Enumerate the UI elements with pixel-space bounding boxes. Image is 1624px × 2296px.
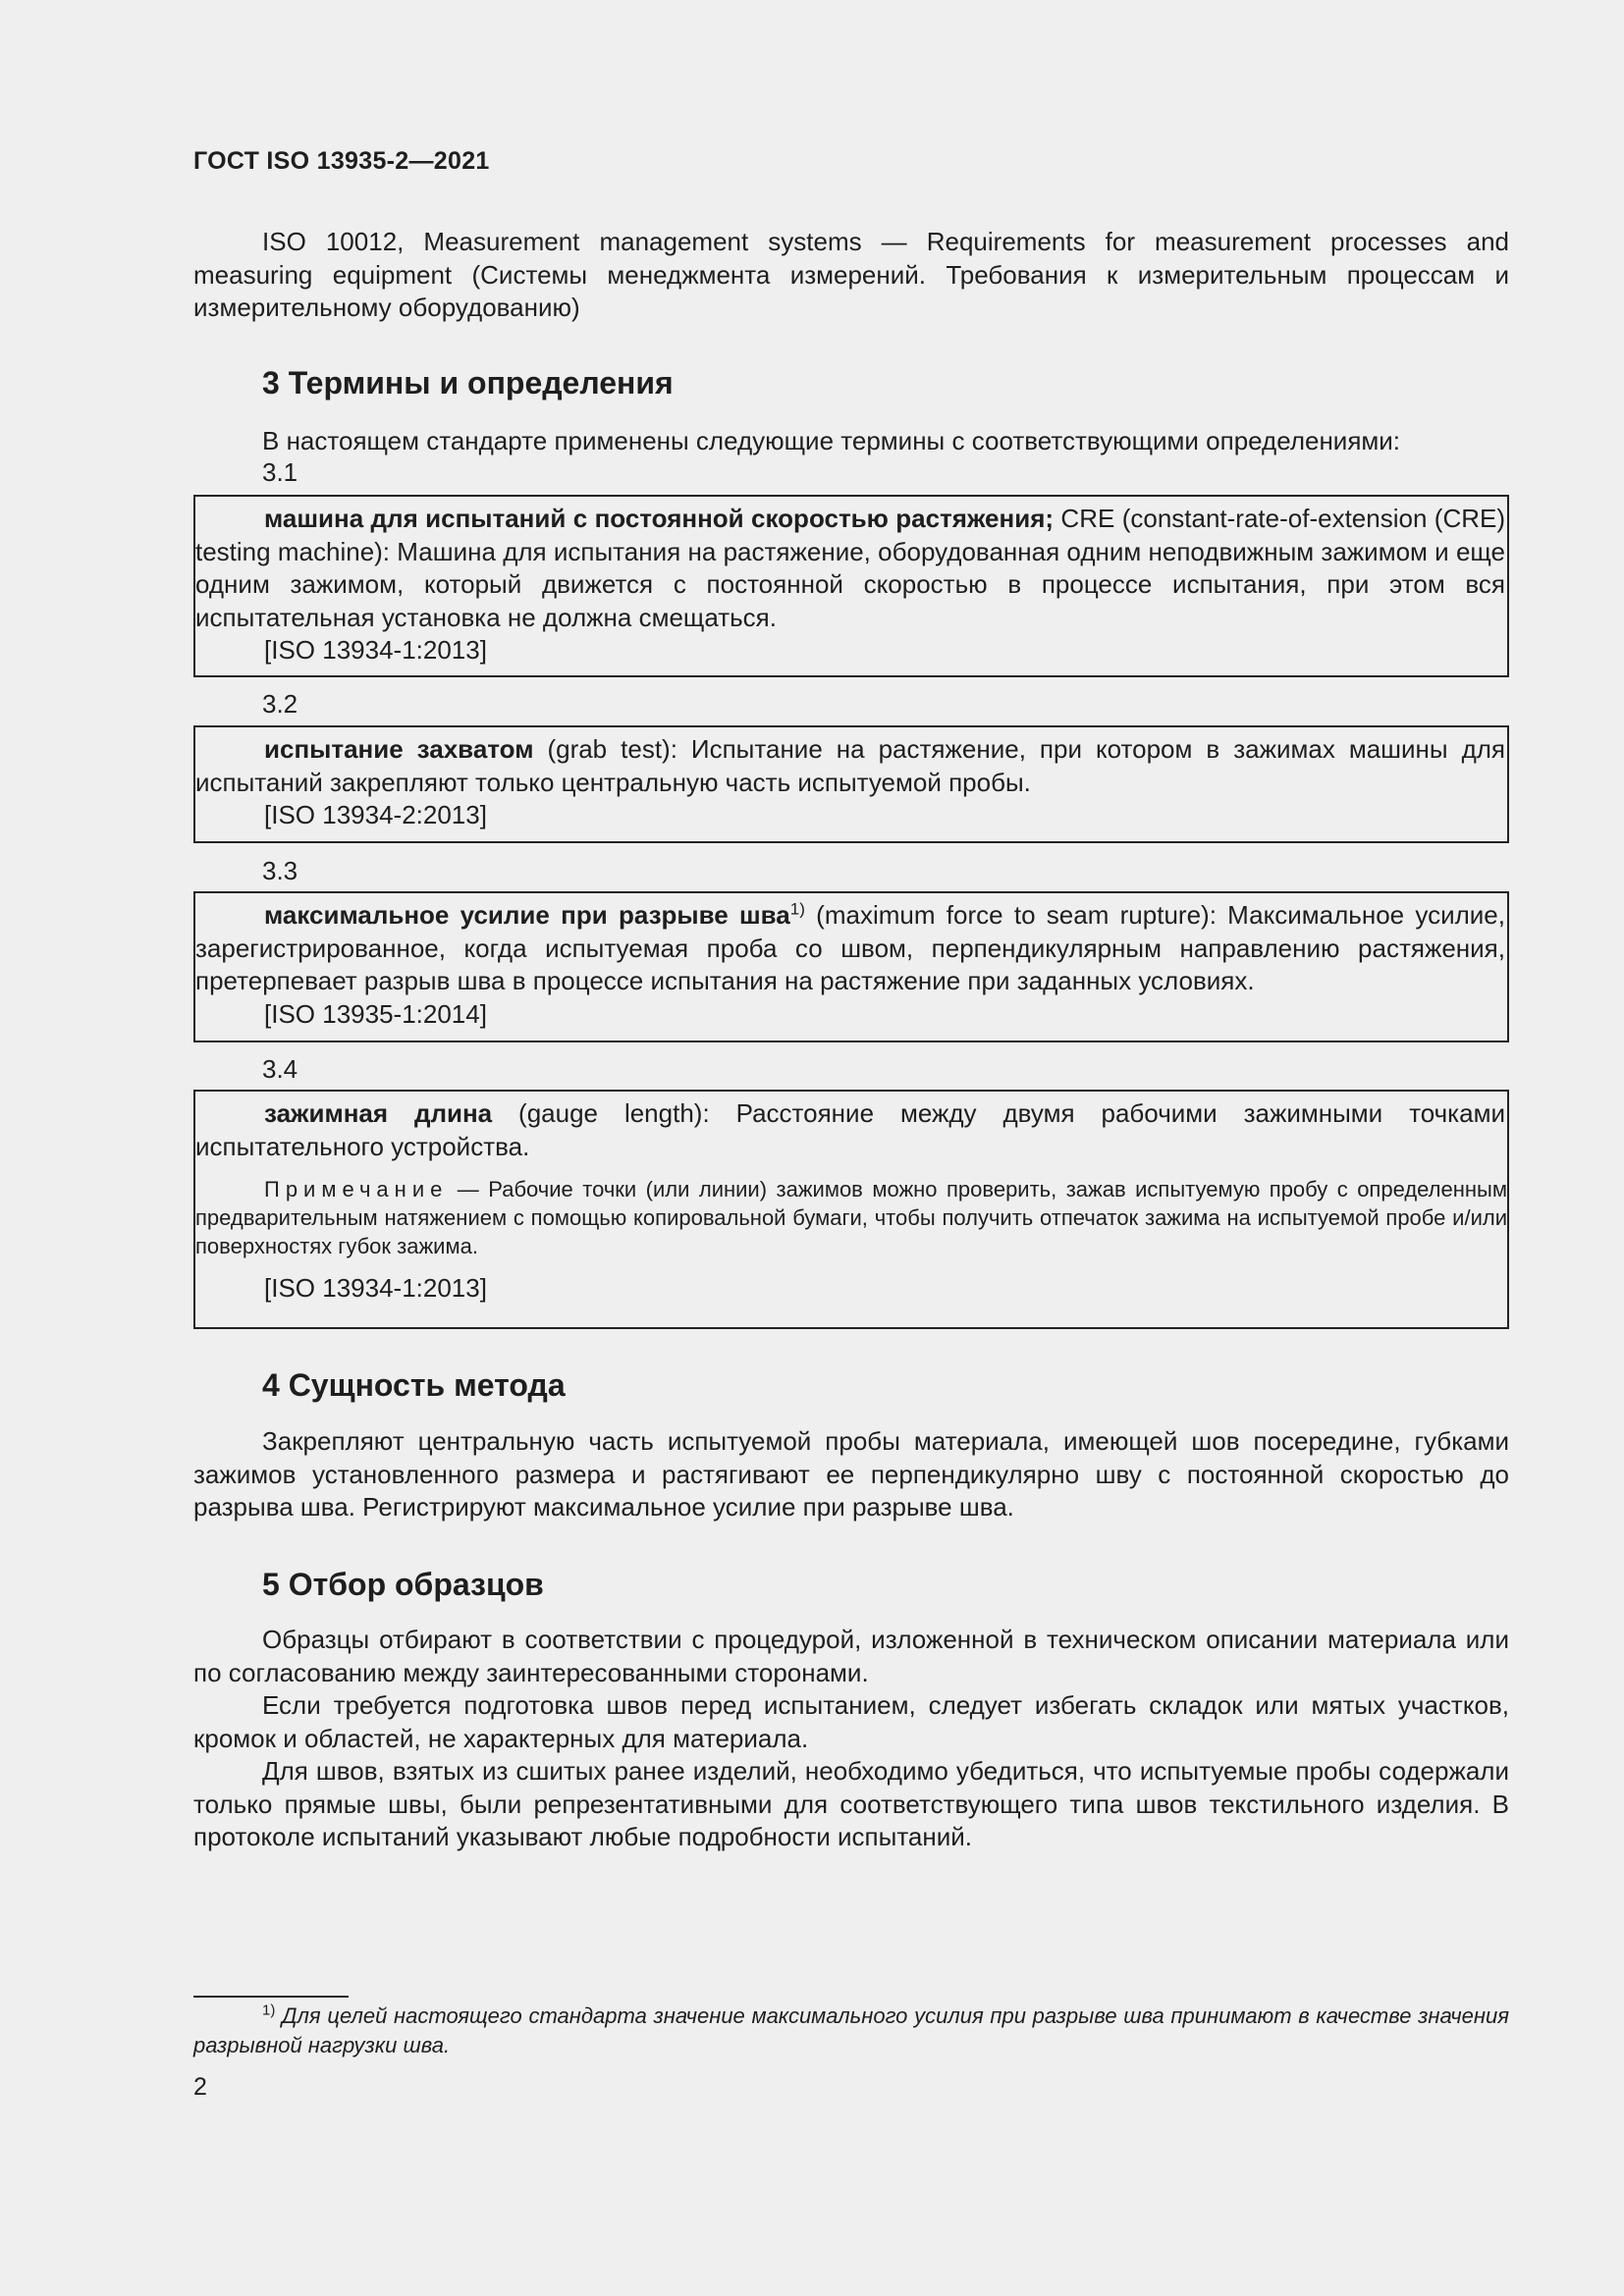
term-name: зажимная длина [264, 1098, 493, 1128]
term-number-3-4: 3.4 [262, 1054, 298, 1084]
term-name: максимальное усилие при разрыве шва [264, 900, 790, 930]
term-source: [ISO 13934-1:2013] [264, 1273, 487, 1303]
term-number-3-1: 3.1 [262, 457, 298, 487]
term-definition-text: (grab test): Испытание на растяжение, при котором в зажимах машины для испытаний закрепляют только центральную часть испытуемой пробы. [195, 734, 1505, 797]
normative-reference-paragraph: ISO 10012, Measurement management systems — Requirements for measurement processes and measuring equipment (Системы менеджмента измерений. Требования к измерительным процессам и измерительному оборудованию) [193, 227, 1509, 322]
term-definition-text: (maximum force to seam rupture): Максимальное усилие, зарегистрированное, когда испытуемая проба со швом, перпендикулярным направлению растяжения, претерпевает разрыв шва в процессе испытания на растяжение при заданных условиях. [195, 900, 1505, 995]
term-definition [195, 733, 1507, 799]
section-5-paragraph: Если требуется подготовка швов перед испытанием, следует избегать складок или мятых участков, кромок и областей, не характерных для материала. [193, 1690, 1509, 1753]
section-5-body [193, 1624, 1509, 1854]
document-code-header: ГОСТ ISO 13935-2—2021 [193, 147, 490, 175]
section-4-title: 4 Сущность метода [262, 1367, 566, 1403]
section-5-title: 5 Отбор образцов [262, 1567, 544, 1602]
term-box-3-1 [193, 495, 1509, 677]
term-number-3-2: 3.2 [262, 689, 298, 719]
term-note [195, 1175, 1507, 1260]
footnote [193, 2002, 1509, 2060]
term-name: машина для испытаний с постоянной скоростью растяжения; [264, 504, 1055, 533]
term-box-3-2 [193, 725, 1509, 843]
term-source: [ISO 13934-1:2013] [264, 635, 487, 665]
term-box-3-4 [193, 1090, 1509, 1329]
section-5-paragraph: Для швов, взятых из сшитых ранее изделий, необходимо убедиться, что испытуемые пробы содержали только прямые швы, были репрезентативными для соответствующего типа швов текстильного изделия. В протоколе испытаний указывают любые подробности испытаний. [193, 1756, 1509, 1851]
section-3-intro: В настоящем стандарте применены следующие термины с соответствующими определениями: [262, 426, 1401, 455]
term-box-3-3 [193, 891, 1509, 1042]
term-definition [195, 503, 1507, 634]
page-number: 2 [193, 2073, 207, 2101]
section-4-body: Закрепляют центральную часть испытуемой пробы материала, имеющей шов посередине, губками зажимов установленного размера и растягивают ее перпендикулярно шву с постоянной скоростью до разрыва шва. Регистрируют максимальное усилие при разрыве шва. [193, 1426, 1509, 1522]
footnote-mark: 1) [262, 2002, 276, 2019]
term-definition-text: CRE (constant-rate-of-extension (CRE) testing machine): Машина для испытания на растяжение, оборудованная одним неподвижным зажимом и еще одним зажимом, который движется с постоянной скоростью в процессе испытания, при этом вся испытательная установка не должна смещаться. [195, 504, 1506, 632]
footnote-reference: 1) [789, 899, 805, 919]
section-3-title: 3 Термины и определения [262, 365, 674, 400]
term-number-3-3: 3.3 [262, 856, 298, 885]
note-text: — Рабочие точки (или линии) зажимов можно проверить, зажав испытуемую пробу с определенным предварительным натяжением с помощью копировальной бумаги, чтобы получить отпечаток зажима на испытуемой пробе и/или поверхностях губок зажима. [195, 1177, 1507, 1258]
note-label: Примечание [264, 1177, 449, 1201]
term-definition [195, 899, 1507, 998]
term-source: [ISO 13934-2:2013] [264, 800, 487, 829]
term-source: [ISO 13935-1:2014] [264, 998, 487, 1029]
document-page [193, 0, 1509, 2296]
term-definition-text: (gauge length): Расстояние между двумя рабочими зажимными точками испытательного устройства. [195, 1098, 1505, 1161]
term-definition [195, 1097, 1507, 1163]
section-5-paragraph: Образцы отбирают в соответствии с процедурой, изложенной в техническом описании материала или по согласованию между заинтересованными сторонами. [193, 1625, 1509, 1687]
footnote-text: Для целей настоящего стандарта значение максимального усилия при разрыве шва принимают в качестве значения разрывной нагрузки шва. [193, 2003, 1509, 2057]
footnote-separator [193, 1996, 349, 1998]
term-name: испытание захватом [264, 734, 534, 764]
